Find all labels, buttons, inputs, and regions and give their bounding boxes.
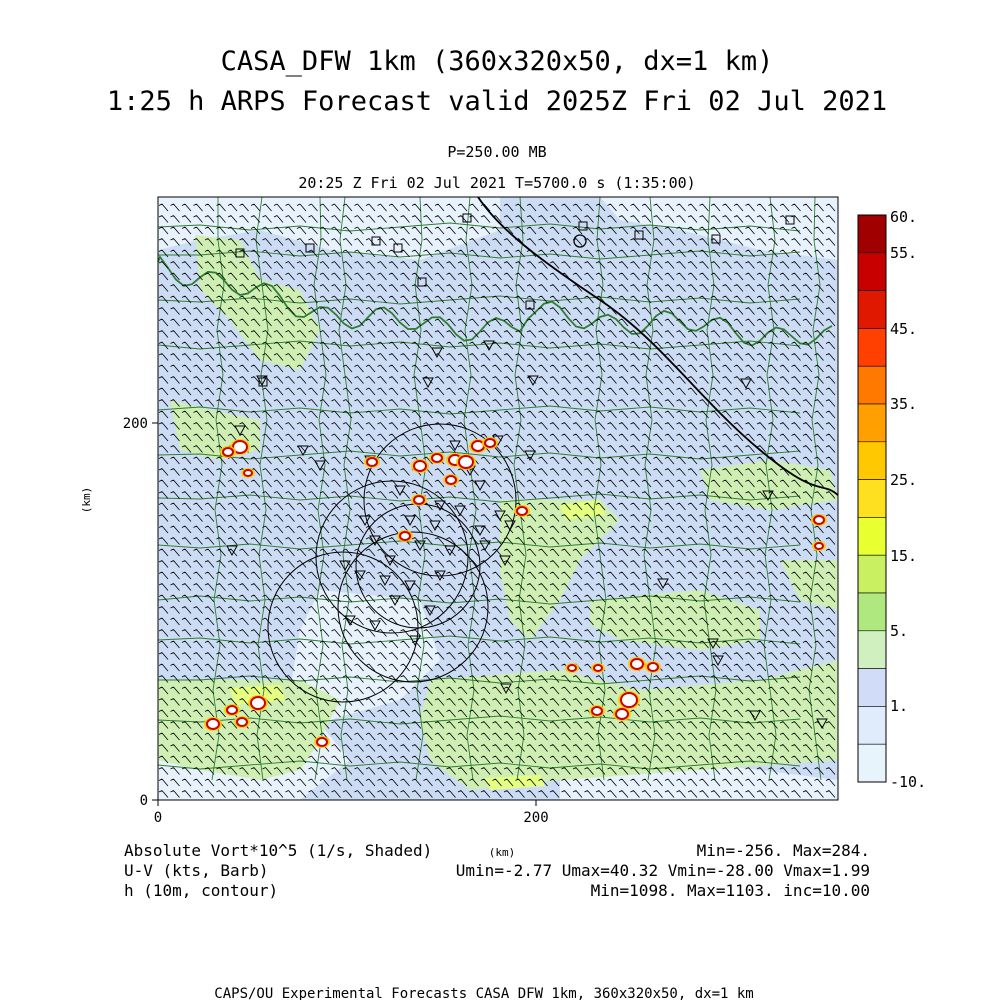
colorbar-box: [858, 669, 886, 707]
level-label: P=250.00 MB: [447, 143, 547, 161]
vorticity-max: [594, 665, 602, 671]
colorbar-box: [858, 631, 886, 669]
colorbar-box: [858, 328, 886, 366]
colorbar-box: [858, 744, 886, 782]
vorticity-max: [237, 718, 247, 726]
legend-wind: U-V (kts, Barb): [124, 861, 269, 880]
vorticity-max: [621, 693, 637, 707]
colorbar-label: 35.: [890, 395, 918, 413]
vorticity-max: [317, 738, 327, 746]
vorticity-max: [227, 706, 237, 714]
colorbar-box: [858, 442, 886, 480]
legend-height-stats: Min=1098. Max=1103. inc=10.00: [590, 881, 870, 900]
y-axis: [80, 416, 158, 809]
title-line-1: CASA_DFW 1km (360x320x50, dx=1 km): [220, 46, 774, 77]
vorticity-max: [251, 697, 265, 709]
colorbar-label: 55.: [890, 244, 918, 262]
footer-credit: CAPS/OU Experimental Forecasts CASA DFW 1km, 360x320x50, dx=1 km: [214, 986, 754, 1000]
colorbar-label: 1.: [890, 697, 909, 715]
colorbar-label: -10.: [890, 773, 927, 791]
title-line-2: 1:25 h ARPS Forecast valid 2025Z Fri 02 Jul 2021: [106, 86, 888, 117]
vorticity-max: [815, 543, 823, 549]
time-label: 20:25 Z Fri 02 Jul 2021 T=5700.0 s (1:35:00): [298, 174, 696, 192]
colorbar-label: 5.: [890, 622, 909, 640]
colorbar-box: [858, 291, 886, 329]
y-tick-200: 200: [122, 416, 148, 432]
colorbar-box: [858, 706, 886, 744]
vorticity-max: [568, 665, 576, 671]
vorticity-max: [414, 461, 426, 471]
vorticity-max: [244, 470, 252, 476]
vorticity-max: [414, 496, 424, 504]
legend-height: h (10m, contour): [124, 881, 279, 900]
x-tick-0: 0: [153, 810, 163, 826]
colorbar-box: [858, 215, 886, 253]
legend-vort: Absolute Vort*10^5 (1/s, Shaded): [124, 841, 433, 860]
x-axis-unit: (km): [488, 846, 516, 859]
colorbar-box: [858, 555, 886, 593]
colorbar-box: [858, 404, 886, 442]
vorticity-max: [592, 707, 602, 715]
vorticity-max: [367, 458, 377, 466]
colorbar-box: [858, 593, 886, 631]
vorticity-max: [814, 516, 824, 524]
colorbar-label: 60.: [890, 208, 918, 226]
vorticity-max: [517, 507, 527, 515]
x-tick-200: 200: [523, 810, 549, 826]
vorticity-max: [400, 532, 410, 540]
colorbar-label: 25.: [890, 471, 918, 489]
map-plot: [158, 197, 838, 800]
vorticity-max: [485, 439, 495, 447]
vorticity-max: [446, 476, 456, 484]
vorticity-max: [459, 456, 473, 468]
legend-vort-stats: Min=-256. Max=284.: [696, 841, 870, 860]
vorticity-max: [648, 663, 658, 671]
vorticity-max: [207, 719, 219, 729]
colorbar-label: 45.: [890, 320, 918, 338]
legend-wind-stats: Umin=-2.77 Umax=40.32 Vmin=-28.00 Vmax=1.99: [455, 861, 870, 880]
colorbar: [858, 208, 926, 791]
colorbar-box: [858, 253, 886, 291]
colorbar-box: [858, 366, 886, 404]
y-tick-0: 0: [139, 793, 148, 809]
vorticity-max: [616, 709, 628, 719]
vorticity-max: [631, 659, 643, 669]
colorbar-box: [858, 517, 886, 555]
colorbar-label: 15.: [890, 547, 918, 565]
vorticity-max: [432, 454, 442, 462]
y-axis-unit: (km): [80, 486, 93, 514]
vorticity-max: [223, 448, 233, 456]
colorbar-box: [858, 480, 886, 518]
